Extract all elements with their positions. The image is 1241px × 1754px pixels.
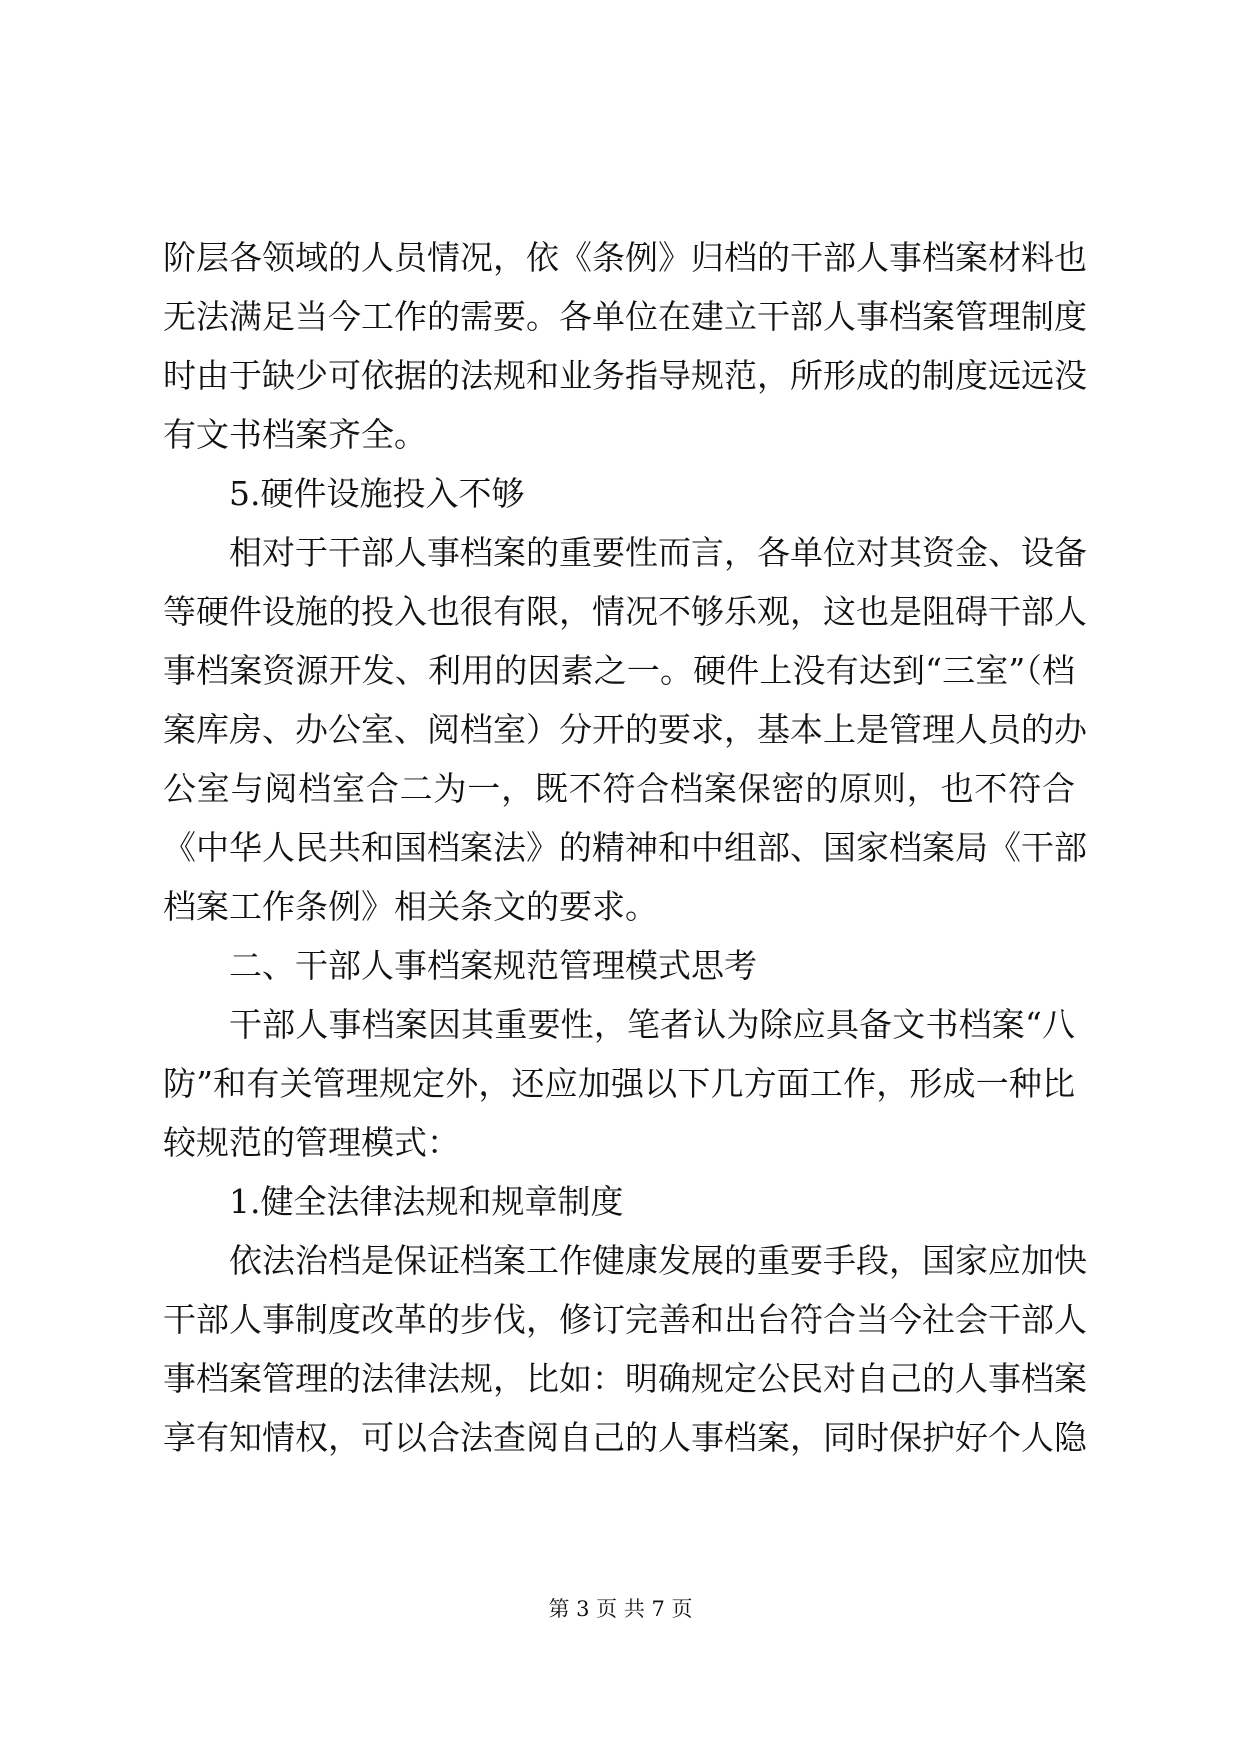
body-line: 案库房、办公室、阅档室）分开的要求，基本上是管理人员的办 — [163, 710, 1087, 749]
body-line: 依法治档是保证档案工作健康发展的重要手段，国家应加快 — [229, 1241, 1087, 1280]
section-heading: 二、干部人事档案规范管理模式思考 — [229, 946, 757, 985]
body-line: 干部人事制度改革的步伐，修订完善和出台符合当今社会干部人 — [163, 1300, 1087, 1339]
body-line: 防”和有关管理规定外，还应加强以下几方面工作，形成一种比 — [163, 1064, 1075, 1103]
section-heading: 5.硬件设施投入不够 — [229, 474, 525, 513]
body-line: 无法满足当今工作的需要。各单位在建立干部人事档案管理制度 — [163, 297, 1087, 336]
body-line: 较规范的管理模式： — [163, 1123, 460, 1162]
body-line: 《中华人民共和国档案法》的精神和中组部、国家档案局《干部 — [163, 828, 1087, 867]
body-line: 等硬件设施的投入也很有限，情况不够乐观，这也是阻碍干部人 — [163, 592, 1087, 631]
body-line: 干部人事档案因其重要性，笔者认为除应具备文书档案“八 — [229, 1005, 1075, 1044]
body-line: 档案工作条例》相关条文的要求。 — [163, 887, 658, 926]
body-line: 公室与阅档室合二为一，既不符合档案保密的原则，也不符合 — [163, 769, 1075, 808]
document-body — [163, 228, 1087, 1467]
body-line: 相对于干部人事档案的重要性而言，各单位对其资金、设备 — [229, 533, 1087, 572]
body-line: 时由于缺少可依据的法规和业务指导规范，所形成的制度远远没 — [163, 356, 1087, 395]
body-line: 阶层各领域的人员情况，依《条例》归档的干部人事档案材料也 — [163, 238, 1087, 277]
page-number-footer: 第 3 页 共 7 页 — [548, 1597, 693, 1621]
body-line: 事档案管理的法律法规，比如：明确规定公民对自己的人事档案 — [163, 1359, 1087, 1398]
body-line: 事档案资源开发、利用的因素之一。硬件上没有达到“三室”（档 — [163, 651, 1075, 690]
body-line: 享有知情权，可以合法查阅自己的人事档案，同时保护好个人隐 — [163, 1418, 1087, 1457]
section-heading: 1.健全法律法规和规章制度 — [229, 1182, 624, 1221]
body-line: 有文书档案齐全。 — [163, 415, 427, 454]
